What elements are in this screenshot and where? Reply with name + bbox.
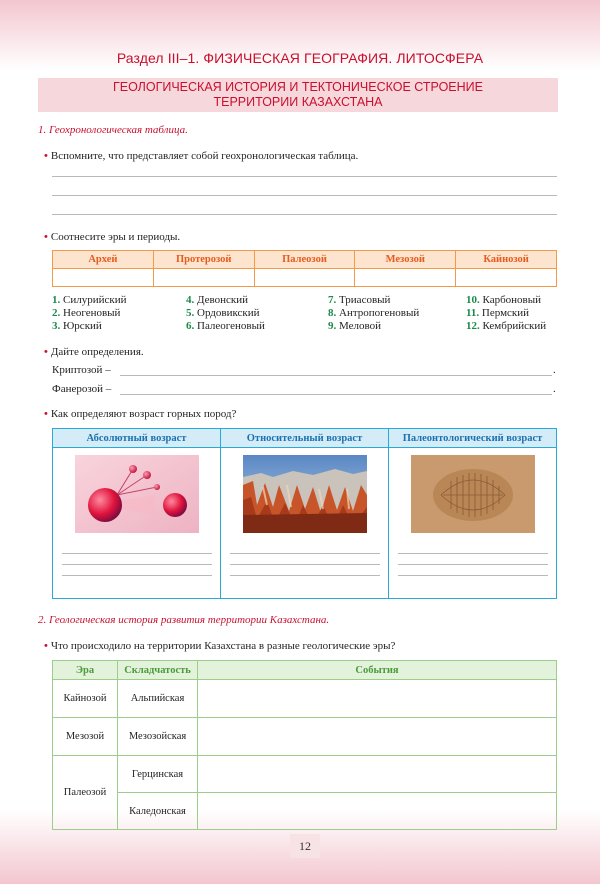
- period-item: 12. Кембрийский: [466, 320, 547, 332]
- folding-cell: Каледонская: [118, 793, 198, 830]
- events-answer-cell[interactable]: [198, 756, 557, 793]
- phanerozoic-label: Фанерозой –: [52, 383, 112, 395]
- fossil-image: [411, 455, 535, 533]
- answer-line[interactable]: [52, 176, 557, 177]
- period-item: 5. Ордовикский: [186, 307, 260, 319]
- period-item: 7. Триасовый: [328, 294, 391, 306]
- match-prompt: [44, 231, 180, 243]
- task1-heading: 1. Геохронологическая таблица.: [38, 124, 188, 136]
- answer-line[interactable]: [398, 564, 548, 575]
- section-title: Раздел III–1. ФИЗИЧЕСКАЯ ГЕОГРАФИЯ. ЛИТОСФЕРА: [116, 50, 484, 66]
- period-item: 4. Девонский: [186, 294, 249, 306]
- period-item: 2. Неогеновый: [52, 307, 121, 319]
- era-answer-cell[interactable]: [355, 269, 456, 287]
- era-cell: Палеозой: [53, 756, 118, 830]
- task2-prompt-text: Что происходило на территории Казахстана в разные геологические эры?: [50, 640, 396, 652]
- bullet-icon: •: [44, 346, 48, 358]
- answer-line[interactable]: [398, 575, 548, 586]
- period-item: 3. Юрский: [52, 320, 102, 332]
- definitions-prompt: [44, 346, 144, 358]
- period-item: 11. Пермский: [466, 307, 530, 319]
- period-item: 9. Меловой: [328, 320, 382, 332]
- task2-heading: 2. Геологическая история развития территории Казахстана.: [38, 614, 330, 626]
- topic-title-line2: ТЕРРИТОРИИ КАЗАХСТАНА: [213, 95, 383, 109]
- period-mark: .: [553, 383, 556, 395]
- era-column-header: Эра: [53, 661, 118, 680]
- folding-column-header: Складчатость: [118, 661, 198, 680]
- period-mark: .: [553, 364, 556, 376]
- absolute-age-cell: [53, 448, 221, 599]
- cryptozoic-label: Криптозой –: [52, 364, 111, 376]
- answer-line[interactable]: [230, 553, 380, 564]
- recall-prompt: [44, 150, 358, 162]
- answer-line[interactable]: [230, 575, 380, 586]
- phanerozoic-answer-line[interactable]: [120, 394, 552, 395]
- age-prompt: [44, 408, 236, 420]
- era-header: Архей: [53, 251, 154, 269]
- paleontological-age-cell: [389, 448, 557, 599]
- era-answer-cell[interactable]: [254, 269, 355, 287]
- folding-cell: Альпийская: [118, 680, 198, 718]
- events-answer-cell[interactable]: [198, 793, 557, 830]
- relative-age-cell: [221, 448, 389, 599]
- topic-title-line1: ГЕОЛОГИЧЕСКАЯ ИСТОРИЯ И ТЕКТОНИЧЕСКОЕ СТРОЕНИЕ: [112, 80, 483, 94]
- topic-banner: [38, 78, 558, 112]
- geological-history-table: [52, 660, 557, 830]
- era-cell: Кайнозой: [53, 680, 118, 718]
- bullet-icon: •: [44, 640, 48, 652]
- paleontological-age-header: Палеонтологический возраст: [389, 429, 557, 448]
- events-answer-cell[interactable]: [198, 680, 557, 718]
- answer-line[interactable]: [62, 553, 212, 564]
- era-answer-cell[interactable]: [456, 269, 557, 287]
- period-item: 1. Силурийский: [52, 294, 127, 306]
- bullet-icon: •: [44, 408, 48, 420]
- era-header: Палеозой: [254, 251, 355, 269]
- bullet-icon: •: [44, 231, 48, 243]
- folding-cell: Мезозойская: [118, 718, 198, 756]
- periods-column: [52, 294, 127, 333]
- eras-matching-table: [52, 250, 557, 287]
- cryptozoic-answer-line[interactable]: [120, 375, 552, 376]
- events-answer-cell[interactable]: [198, 718, 557, 756]
- era-answer-cell[interactable]: [53, 269, 154, 287]
- answer-line[interactable]: [62, 564, 212, 575]
- answer-line[interactable]: [52, 214, 557, 215]
- definitions-prompt-text: Дайте определения.: [50, 346, 144, 358]
- period-item: 10. Карбоновый: [466, 294, 542, 306]
- match-prompt-text: Соотнесите эры и периоды.: [50, 231, 181, 243]
- absolute-age-header: Абсолютный возраст: [53, 429, 221, 448]
- task2-prompt: [44, 640, 395, 652]
- recall-prompt-text: Вспомните, что представляет собой геохронологическая таблица.: [50, 150, 359, 162]
- answer-line[interactable]: [230, 564, 380, 575]
- era-header: Кайнозой: [456, 251, 557, 269]
- answer-line[interactable]: [62, 575, 212, 586]
- bullet-icon: •: [44, 150, 48, 162]
- era-answer-cell[interactable]: [153, 269, 254, 287]
- folding-cell: Герцинская: [118, 756, 198, 793]
- periods-column: [328, 294, 419, 333]
- age-prompt-text: Как определяют возраст горных пород?: [50, 408, 237, 420]
- era-cell: Мезозой: [53, 718, 118, 756]
- era-header: Протерозой: [153, 251, 254, 269]
- periods-column: [186, 294, 265, 333]
- molecule-image: [75, 455, 199, 533]
- periods-column: [466, 294, 546, 333]
- answer-line[interactable]: [52, 195, 557, 196]
- relative-age-header: Относительный возраст: [221, 429, 389, 448]
- period-item: 8. Антропогеновый: [328, 307, 420, 319]
- rock-age-table: [52, 428, 557, 599]
- era-header: Мезозой: [355, 251, 456, 269]
- period-item: 6. Палеогеновый: [186, 320, 265, 332]
- answer-line[interactable]: [398, 553, 548, 564]
- canyon-image: [243, 455, 367, 533]
- events-column-header: События: [198, 661, 557, 680]
- page-number: 12: [290, 834, 320, 858]
